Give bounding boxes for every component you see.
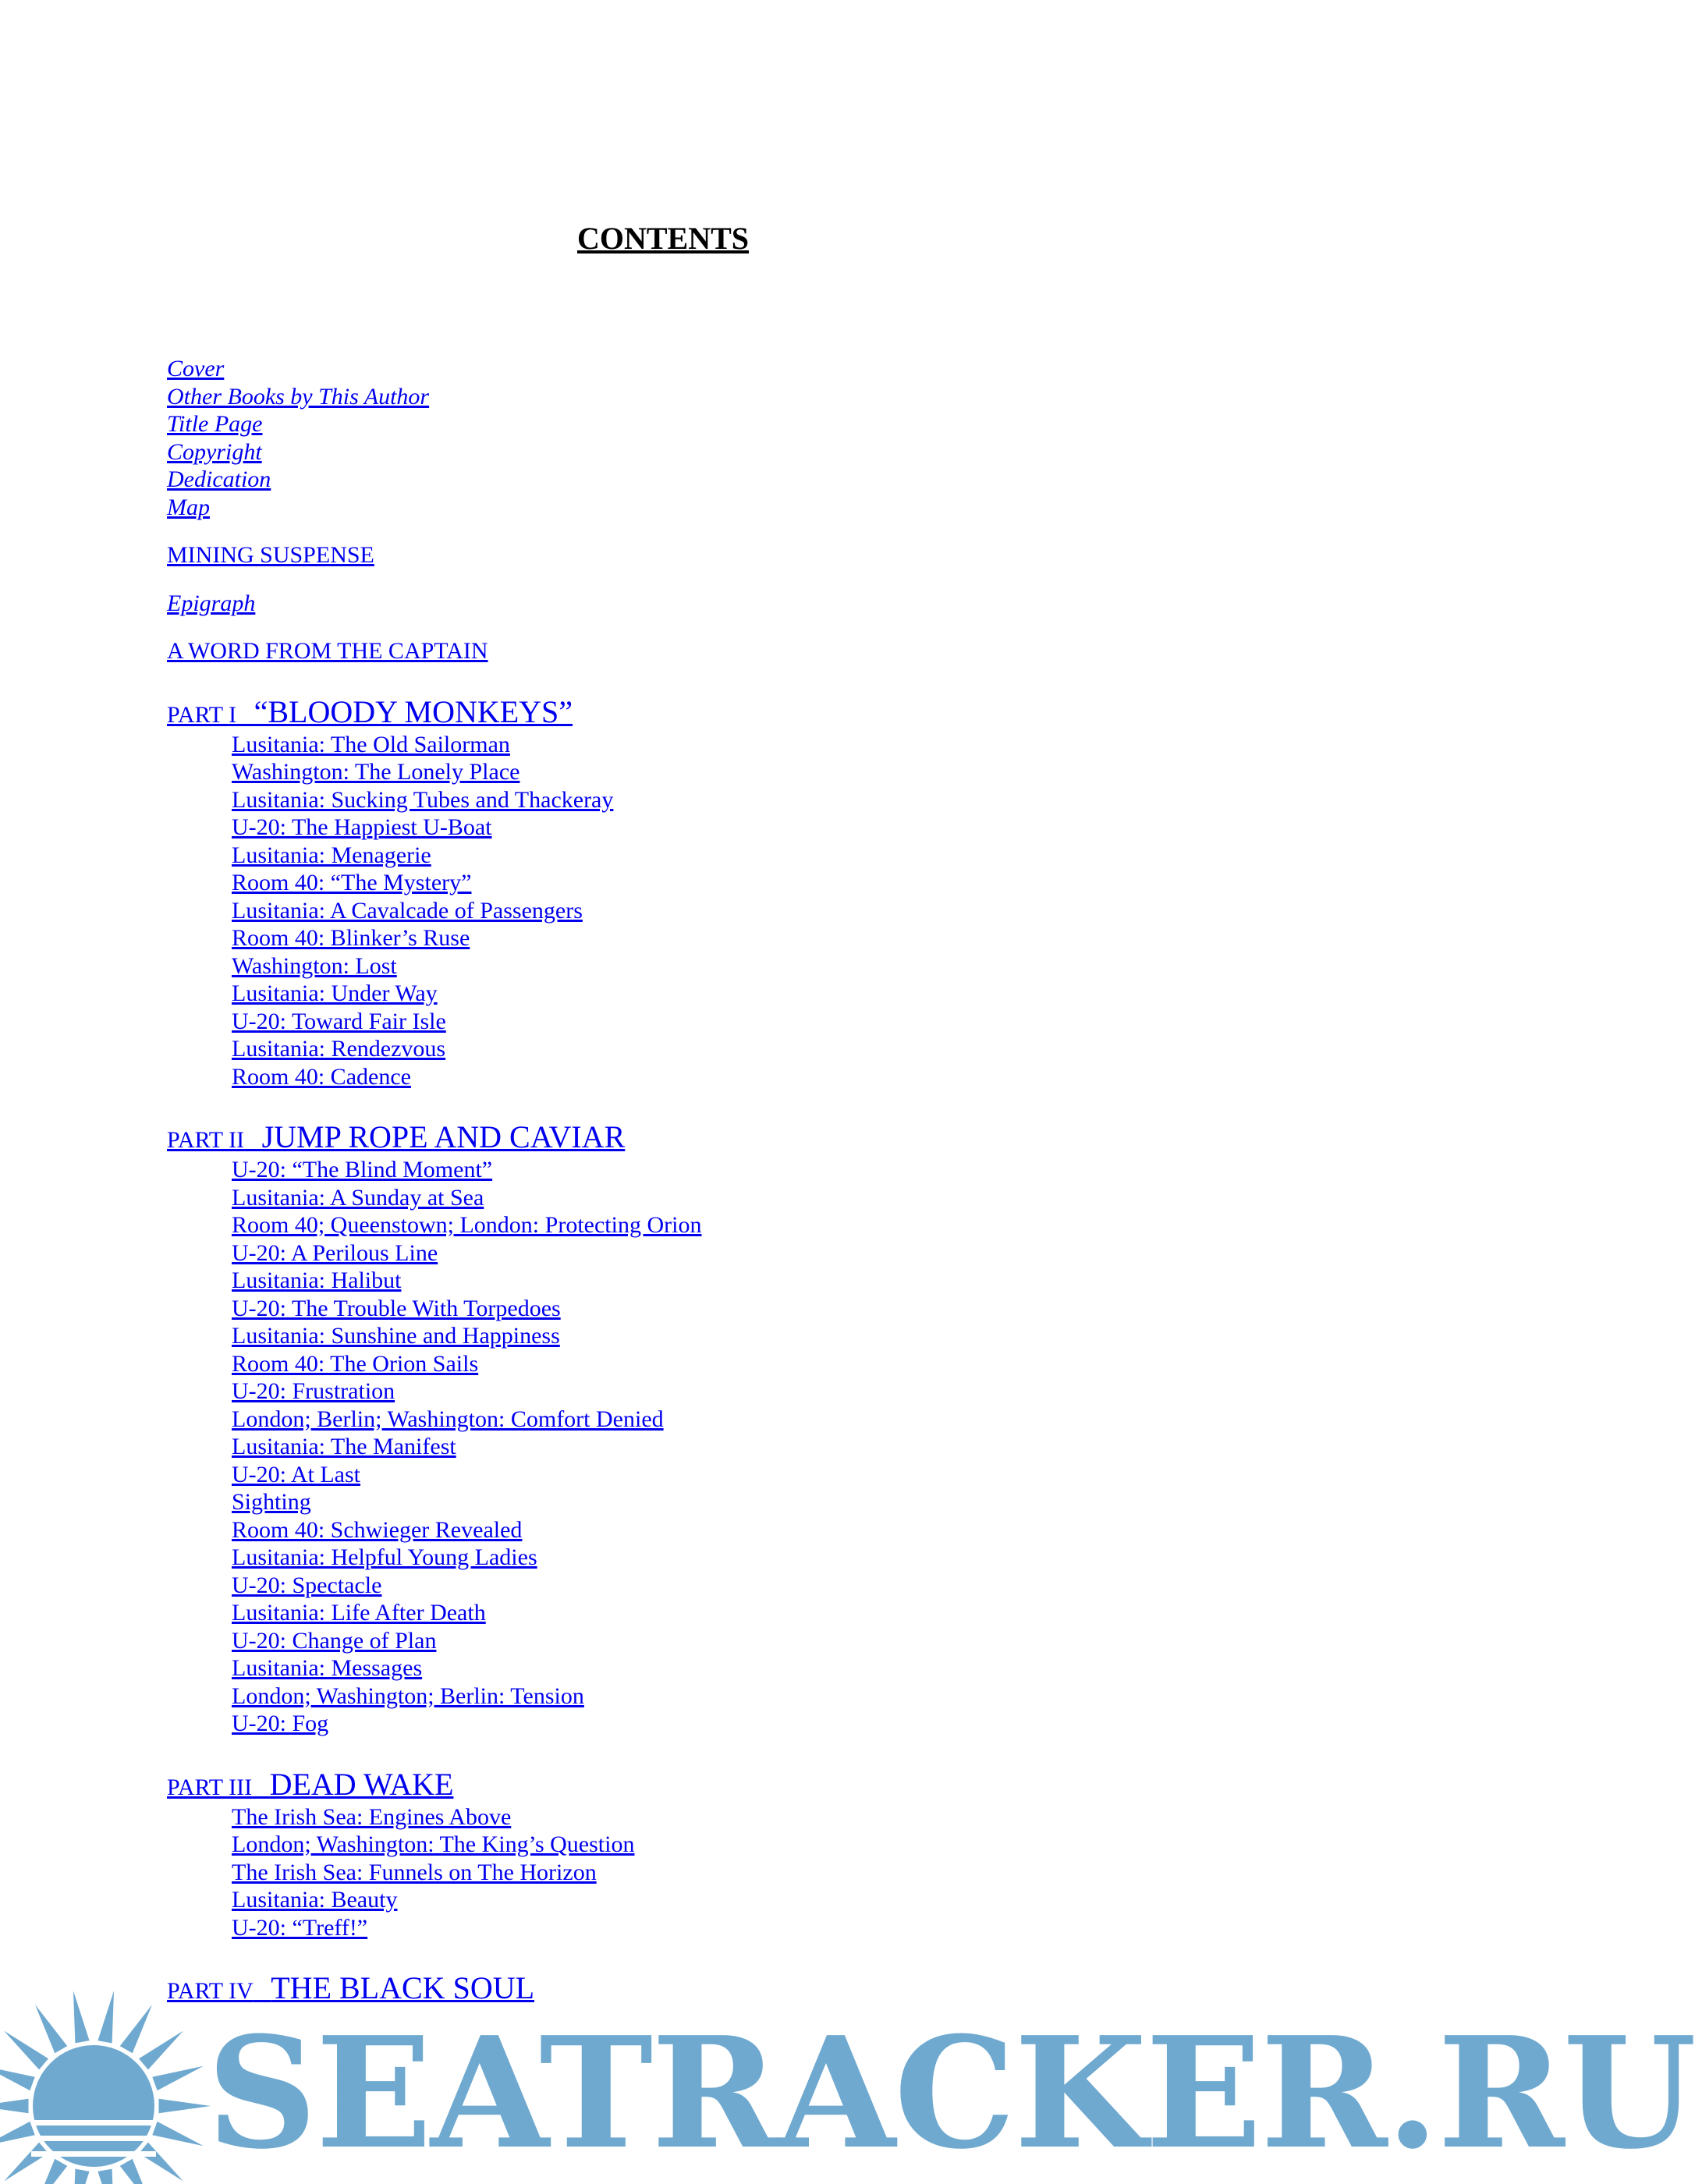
sun-ray: [73, 1991, 90, 2043]
toc-link-chapter[interactable]: U-20: The Trouble With Torpedoes: [232, 1295, 561, 1321]
sun-ray: [158, 2099, 211, 2113]
toc-link-word-from-captain[interactable]: A WORD FROM THE CAPTAIN: [167, 638, 488, 664]
toc-link-chapter[interactable]: U-20: At Last: [232, 1461, 360, 1487]
sun-ray: [139, 2143, 183, 2182]
chapter-item: [167, 980, 1181, 1008]
toc-link-chapter[interactable]: Lusitania: A Sunday at Sea: [232, 1184, 484, 1211]
toc-link-dedication[interactable]: Dedication: [167, 466, 271, 492]
toc-link-chapter[interactable]: Lusitania: The Old Sailorman: [232, 731, 510, 757]
toc-link-chapter[interactable]: Lusitania: Life After Death: [232, 1600, 486, 1626]
sun-ray: [0, 2066, 35, 2090]
sun-ray: [139, 2031, 183, 2070]
toc-link-map[interactable]: Map: [167, 494, 210, 520]
chapter-item: [167, 869, 1181, 897]
chapter-item: [167, 1599, 1181, 1627]
sun-ray: [152, 2066, 204, 2090]
toc-link-chapter[interactable]: Lusitania: Messages: [232, 1655, 423, 1681]
toc-link-chapter[interactable]: Washington: Lost: [232, 952, 397, 979]
toc-link-other-books[interactable]: Other Books by This Author: [167, 383, 430, 410]
chapter-item: [167, 1211, 1181, 1239]
chapter-item: [167, 1803, 1181, 1831]
toc-link-chapter[interactable]: Room 40: The Orion Sails: [232, 1350, 479, 1377]
chapter-item: [167, 1295, 1181, 1323]
chapter-item: [167, 1433, 1181, 1461]
toc-link-chapter[interactable]: Washington: The Lonely Place: [232, 759, 520, 785]
chapter-item: [167, 1008, 1181, 1036]
chapter-item: [167, 1831, 1181, 1859]
toc-link-chapter[interactable]: Sighting: [232, 1489, 311, 1515]
chapter-item: [167, 1267, 1181, 1295]
chapter-item: [167, 1461, 1181, 1489]
toc-link-chapter[interactable]: U-20: Fog: [232, 1711, 329, 1736]
toc-link-chapter[interactable]: Room 40: Blinker’s Ruse: [232, 925, 470, 951]
toc-link-chapter[interactable]: London; Washington; Berlin: Tension: [232, 1682, 584, 1709]
toc-link-chapter[interactable]: U-20: Change of Plan: [232, 1627, 437, 1654]
toc-link-chapter[interactable]: Lusitania: Sucking Tubes and Thackeray: [232, 786, 614, 813]
chapter-item: [167, 1682, 1181, 1711]
toc-link-chapter[interactable]: Lusitania: The Manifest: [232, 1434, 456, 1459]
chapter-item: [167, 814, 1181, 842]
sun-ray: [120, 2005, 152, 2053]
chapter-item: [167, 1859, 1181, 1887]
chapter-item: [167, 1156, 1181, 1184]
toc-link-part[interactable]: [167, 693, 573, 729]
toc-link-chapter[interactable]: U-20: The Happiest U-Boat: [232, 814, 492, 840]
sun-ray: [98, 2169, 114, 2184]
part-heading: [167, 693, 1181, 731]
toc-link-copyright[interactable]: Copyright: [167, 438, 262, 465]
sun-wave-stripe: [31, 2136, 156, 2141]
chapter-item: [167, 1239, 1181, 1268]
chapter-item: [167, 1516, 1181, 1544]
chapter-item: [167, 731, 1181, 759]
toc-link-chapter[interactable]: Room 40; Queenstown; London: Protecting Orion: [232, 1212, 702, 1238]
toc-link-chapter[interactable]: Lusitania: Helpful Young Ladies: [232, 1544, 537, 1570]
table-of-contents: [167, 355, 1181, 2007]
chapter-item: [167, 842, 1181, 870]
toc-link-mining-suspense[interactable]: MINING SUSPENSE: [167, 542, 374, 568]
toc-link-epigraph[interactable]: Epigraph: [167, 590, 256, 616]
toc-link-chapter[interactable]: London; Washington: The King’s Question: [232, 1831, 635, 1857]
toc-link-chapter[interactable]: U-20: “Treff!”: [232, 1914, 368, 1941]
chapter-item: [167, 1627, 1181, 1655]
chapter-item: [167, 1488, 1181, 1516]
toc-link-chapter[interactable]: London; Berlin; Washington: Comfort Denied: [232, 1406, 664, 1432]
sun-ray: [73, 2169, 90, 2184]
chapter-item: [167, 1572, 1181, 1600]
toc-link-chapter[interactable]: Lusitania: Beauty: [232, 1887, 398, 1913]
part-title: “BLOODY MONKEYS”: [254, 693, 573, 729]
part-spacer: [252, 1774, 270, 1800]
parts-list: [167, 693, 1181, 2008]
sun-ray: [0, 2099, 29, 2113]
toc-link-chapter[interactable]: The Irish Sea: Funnels on The Horizon: [232, 1859, 597, 1885]
toc-link-chapter[interactable]: Lusitania: Sunshine and Happiness: [232, 1323, 560, 1349]
sun-wave-stripe: [31, 2151, 156, 2157]
toc-link-chapter[interactable]: Room 40: Schwieger Revealed: [232, 1516, 523, 1543]
chapter-item: [167, 1406, 1181, 1434]
toc-link-chapter[interactable]: Lusitania: Menagerie: [232, 842, 431, 868]
chapter-item: [167, 758, 1181, 786]
chapter-item: [167, 786, 1181, 814]
toc-link-chapter[interactable]: U-20: Frustration: [232, 1378, 395, 1404]
toc-link-chapter[interactable]: The Irish Sea: Engines Above: [232, 1803, 512, 1830]
part-heading: [167, 1766, 1181, 1803]
toc-link-chapter[interactable]: U-20: A Perilous Line: [232, 1239, 438, 1266]
chapter-item: [167, 1063, 1181, 1091]
toc-link-chapter[interactable]: Lusitania: A Cavalcade of Passengers: [232, 897, 583, 924]
toc-link-part[interactable]: [167, 1119, 626, 1154]
chapter-item: [167, 1377, 1181, 1406]
chapter-item: [167, 1184, 1181, 1212]
toc-link-chapter[interactable]: U-20: Toward Fair Isle: [232, 1008, 446, 1034]
chapter-item: [167, 897, 1181, 925]
sun-wave-stripe: [31, 2120, 156, 2126]
sun-ray: [4, 2143, 48, 2182]
sun-ray: [35, 2005, 67, 2053]
toc-link-title-page[interactable]: Title Page: [167, 411, 263, 437]
sun-disc: [33, 2045, 154, 2167]
chapter-item: [167, 1350, 1181, 1378]
chapter-item: [167, 1544, 1181, 1572]
sun-ray: [35, 2159, 67, 2184]
toc-link-chapter[interactable]: Room 40: Cadence: [232, 1063, 411, 1090]
chapter-item: [167, 1035, 1181, 1063]
part-label: PART III: [167, 1774, 253, 1800]
chapter-item: [167, 1710, 1181, 1738]
part-label: PART II: [167, 1127, 245, 1153]
part-title: THE BLACK SOUL: [271, 1970, 535, 2005]
toc-link-part[interactable]: [167, 1766, 454, 1802]
part-title: JUMP ROPE AND CAVIAR: [261, 1119, 626, 1154]
toc-link-chapter[interactable]: U-20: “The Blind Moment”: [232, 1157, 493, 1182]
part-label: PART IV: [167, 1978, 254, 2004]
watermark-text: SEATRACKER.RU: [207, 2004, 1695, 2183]
part-spacer: [244, 1127, 262, 1153]
page-title: CONTENTS: [576, 221, 750, 256]
toc-link-chapter[interactable]: U-20: Spectacle: [232, 1572, 382, 1598]
sun-ray: [0, 2122, 35, 2146]
chapter-item: [167, 952, 1181, 980]
part-label: PART I: [167, 701, 237, 728]
front-matter: [167, 355, 1181, 521]
part-spacer: [236, 702, 254, 728]
part-heading: [167, 1119, 1181, 1156]
sun-ray: [152, 2122, 204, 2146]
chapter-item: [167, 1322, 1181, 1350]
toc-link-chapter[interactable]: Lusitania: Halibut: [232, 1268, 402, 1293]
sun-ray: [120, 2159, 152, 2184]
chapter-item: [167, 1914, 1181, 1942]
sun-ray: [4, 2031, 48, 2070]
chapter-item: [167, 924, 1181, 952]
toc-link-cover[interactable]: Cover: [167, 356, 225, 381]
chapter-item: [167, 1654, 1181, 1682]
chapter-item: [167, 1886, 1181, 1914]
part-title: DEAD WAKE: [269, 1766, 454, 1802]
toc-link-chapter[interactable]: Lusitania: Under Way: [232, 980, 438, 1006]
toc-link-chapter[interactable]: Lusitania: Rendezvous: [232, 1036, 446, 1062]
sun-ray: [98, 1991, 114, 2043]
toc-link-chapter[interactable]: Room 40: “The Mystery”: [232, 870, 472, 895]
